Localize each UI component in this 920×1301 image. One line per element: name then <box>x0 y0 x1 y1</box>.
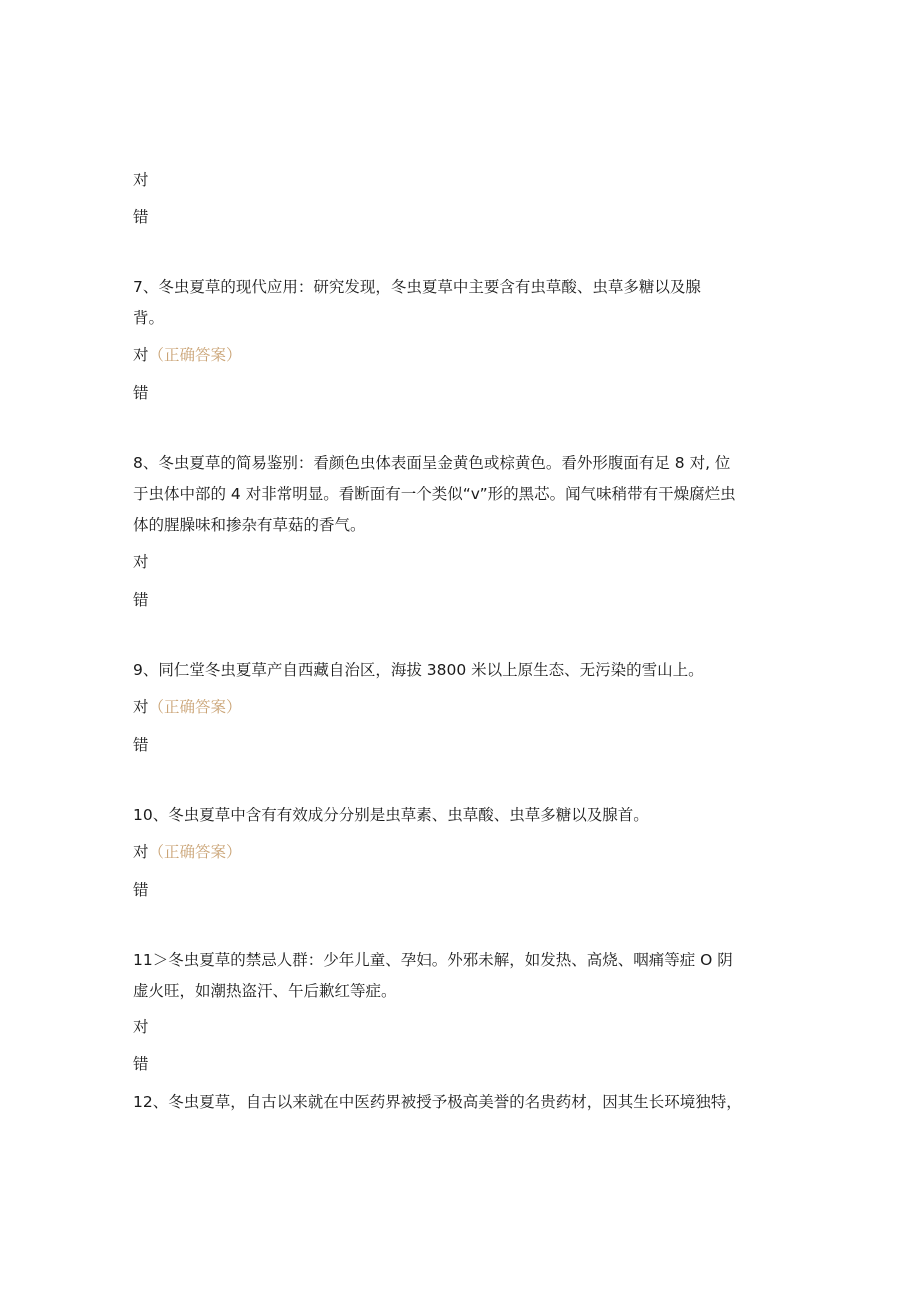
question-11-line-2: 虚火旺，如潮热盗汗、午后歉红等症。 <box>133 982 397 1000</box>
option-false: 错 <box>133 208 149 226</box>
option-true: 对 <box>133 1018 149 1036</box>
option-false: 错 <box>133 384 149 402</box>
question-9-line-1: 9、同仁堂冬虫夏草产自西藏自治区，海拔 3800 米以上原生态、无污染的雪山上。 <box>133 661 704 679</box>
option-false: 错 <box>133 1055 149 1073</box>
question-12-line-1: 12、冬虫夏草，自古以来就在中医药界被授予极高美誉的名贵药材，因其生长环境独特， <box>133 1093 742 1111</box>
question-8-line-2: 于虫体中部的 4 对非常明显。看断面有一个类似“v”形的黑芯。闻气味稍带有干燥腐烂虫 <box>133 485 736 503</box>
option-true: 对（正确答案） <box>133 346 242 364</box>
question-7-line-2: 背。 <box>133 309 165 327</box>
correct-answer-mark: （正确答案） <box>148 698 242 716</box>
question-8-line-3: 体的腥臊味和掺杂有草菇的香气。 <box>133 516 366 534</box>
question-10-line-1: 10、冬虫夏草中含有有效成分分别是虫草素、虫草酸、虫草多糖以及腺首。 <box>133 806 649 824</box>
option-true: 对 <box>133 171 149 189</box>
question-11-line-1: 11＞冬虫夏草的禁忌人群：少年儿童、孕妇。外邪未解，如发热、高烧、咽痛等症 O 阴 <box>133 951 733 969</box>
option-true: 对（正确答案） <box>133 843 242 861</box>
option-false: 错 <box>133 591 149 609</box>
correct-answer-mark: （正确答案） <box>148 843 242 861</box>
question-8-line-1: 8、冬虫夏草的简易鉴别：看颜色虫体表面呈金黄色或棕黄色。看外形腹面有足 8 对, 位 <box>133 454 731 472</box>
option-true: 对 <box>133 553 149 571</box>
option-false: 错 <box>133 736 149 754</box>
correct-answer-mark: （正确答案） <box>148 346 242 364</box>
question-7-line-1: 7、冬虫夏草的现代应用：研究发现，冬虫夏草中主要含有虫草酸、虫草多糖以及腺 <box>133 278 701 296</box>
option-true: 对（正确答案） <box>133 698 242 716</box>
option-false: 错 <box>133 881 149 899</box>
